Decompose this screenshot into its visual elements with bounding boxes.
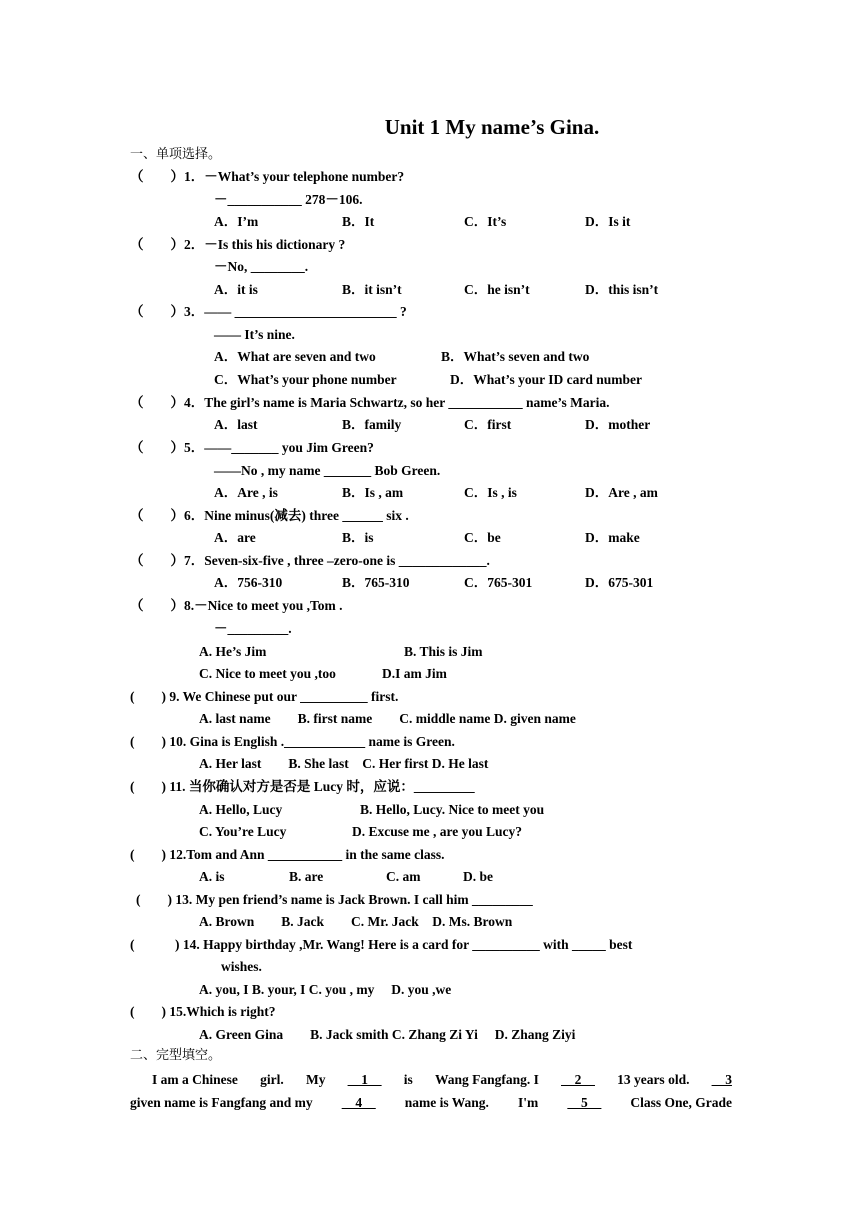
- question-8-option-c: C. Nice to meet you ,too: [199, 666, 336, 681]
- question-5-option-b: B．Is , am: [342, 485, 404, 500]
- question-11-option-a: A. Hello, Lucy: [199, 802, 283, 817]
- question-2-option-b: B．it isn’t: [342, 282, 402, 297]
- question-14-options: A. you, I B. your, I C. you , my D. you ,we: [199, 982, 452, 997]
- question-3-option-c: C．What’s your phone number: [214, 372, 397, 387]
- question-3: （ ）3．—— ________________________ ?: [130, 304, 407, 319]
- question-4-option-b: B．family: [342, 417, 402, 432]
- question-6-option-a: A．are: [214, 530, 256, 545]
- cloze-line-1: [152, 1071, 732, 1089]
- cloze-text: I am a Chinese: [152, 1072, 238, 1087]
- question-6: （ ）6．Nine minus(减去) three ______ six .: [130, 508, 409, 523]
- cloze-blank-4: __4__: [341, 1095, 376, 1110]
- question-1: （ ）1．－What’s your telephone number?: [130, 169, 405, 184]
- question-5-option-c: C．Is , is: [464, 485, 517, 500]
- question-14: ( ) 14. Happy birthday ,Mr. Wang! Here is a card for __________ with _____ best: [130, 937, 633, 952]
- question-9: ( ) 9. We Chinese put our __________ first.: [130, 689, 399, 704]
- question-3-answer-line: —— It’s nine.: [214, 327, 295, 342]
- question-1-option-a: A．I’m: [214, 214, 259, 229]
- question-6-option-d: D．make: [585, 530, 640, 545]
- question-7-option-b: B．765-310: [342, 575, 410, 590]
- question-11-option-d: D. Excuse me , are you Lucy?: [352, 824, 522, 839]
- question-15: ( ) 15.Which is right?: [130, 1004, 276, 1019]
- question-11: ( ) 11. 当你确认对方是否是 Lucy 时，应说：_________: [130, 779, 475, 794]
- cloze-text: I'm: [518, 1095, 539, 1110]
- question-12-option-d: D. be: [463, 869, 493, 884]
- cloze-text: 13 years old.: [617, 1072, 690, 1087]
- question-12-option-a: A. is: [199, 869, 225, 884]
- cloze-text: given name is Fangfang and my: [130, 1095, 313, 1110]
- question-3-option-b: B．What’s seven and two: [441, 349, 590, 364]
- question-11-option-c: C. You’re Lucy: [199, 824, 287, 839]
- cloze-blank-3: __3: [711, 1072, 732, 1087]
- question-1-option-b: B．It: [342, 214, 375, 229]
- question-8-option-a: A. He’s Jim: [199, 644, 267, 659]
- question-9-options: A. last name B. first name C. middle name D. given name: [199, 711, 576, 726]
- cloze-text: name is Wang.: [404, 1095, 489, 1110]
- question-1-option-c: C．It’s: [464, 214, 507, 229]
- section-heading-cloze: 二、完型填空。: [130, 1048, 222, 1063]
- question-12-option-b: B. are: [289, 869, 324, 884]
- question-8-answer-line: －_________.: [214, 621, 292, 636]
- question-4: （ ）4．The girl’s name is Maria Schwartz, so her ___________ name’s Maria.: [130, 395, 610, 410]
- question-2-option-d: D．this isn’t: [585, 282, 659, 297]
- question-7: （ ）7．Seven-six-five , three –zero-one is _____________.: [130, 553, 490, 568]
- question-3-option-d: D．What’s your ID card number: [450, 372, 643, 387]
- question-8-option-b: B. This is Jim: [404, 644, 483, 659]
- question-2-option-a: A．it is: [214, 282, 258, 297]
- cloze-blank-2: __2__: [561, 1072, 595, 1087]
- question-2-answer-line: －No, ________.: [214, 259, 309, 274]
- question-11-option-b: B. Hello, Lucy. Nice to meet you: [360, 802, 545, 817]
- question-10: ( ) 10. Gina is English .____________ name is Green.: [130, 734, 455, 749]
- cloze-blank-1: __1__: [347, 1072, 382, 1087]
- question-2-option-c: C．he isn’t: [464, 282, 530, 297]
- cloze-text: girl.: [260, 1072, 284, 1087]
- page-title: Unit 1 My name’s Gina.: [384, 115, 600, 139]
- question-7-option-d: D．675-301: [585, 575, 654, 590]
- cloze-text: Wang Fangfang. I: [434, 1072, 539, 1087]
- question-4-option-c: C．first: [464, 417, 512, 432]
- cloze-text: is: [403, 1072, 413, 1087]
- question-10-options: A. Her last B. She last C. Her first D. He last: [199, 756, 489, 771]
- question-7-option-a: A．756-310: [214, 575, 283, 590]
- cloze-text: My: [305, 1072, 326, 1087]
- question-8-option-d: D.I am Jim: [382, 666, 447, 681]
- question-5: （ ）5．——_______ you Jim Green?: [130, 440, 374, 455]
- cloze-line-2: [130, 1094, 732, 1112]
- question-2: （ ）2．－Is this his dictionary ?: [130, 237, 346, 252]
- question-5-option-a: A．Are , is: [214, 485, 278, 500]
- question-4-option-a: A．last: [214, 417, 258, 432]
- question-13: ( ) 13. My pen friend’s name is Jack Brown. I call him _________: [136, 892, 533, 907]
- question-8: （ ）8.－Nice to meet you ,Tom .: [130, 598, 343, 613]
- question-12: ( ) 12.Tom and Ann ___________ in the same class.: [130, 847, 445, 862]
- question-3-option-a: A．What are seven and two: [214, 349, 376, 364]
- question-5-answer-line: ——No , my name _______ Bob Green.: [214, 463, 441, 478]
- question-13-options: A. Brown B. Jack C. Mr. Jack D. Ms. Brown: [199, 914, 513, 929]
- question-7-option-c: C．765-301: [464, 575, 533, 590]
- cloze-blank-5: __5__: [567, 1095, 602, 1110]
- question-1-option-d: D．Is it: [585, 214, 631, 229]
- question-6-option-b: B．is: [342, 530, 374, 545]
- question-1-answer-line: －___________ 278－106.: [214, 192, 363, 207]
- question-4-option-d: D．mother: [585, 417, 651, 432]
- cloze-text: Class One, Grade: [630, 1095, 732, 1110]
- section-heading-choice: 一、单项选择。: [130, 147, 222, 162]
- question-14-continuation: wishes.: [221, 959, 262, 974]
- question-6-option-c: C．be: [464, 530, 501, 545]
- question-12-option-c: C. am: [386, 869, 421, 884]
- question-5-option-d: D．Are , am: [585, 485, 658, 500]
- question-15-options: A. Green Gina B. Jack smith C. Zhang Zi Yi D. Zhang Ziyi: [199, 1027, 576, 1042]
